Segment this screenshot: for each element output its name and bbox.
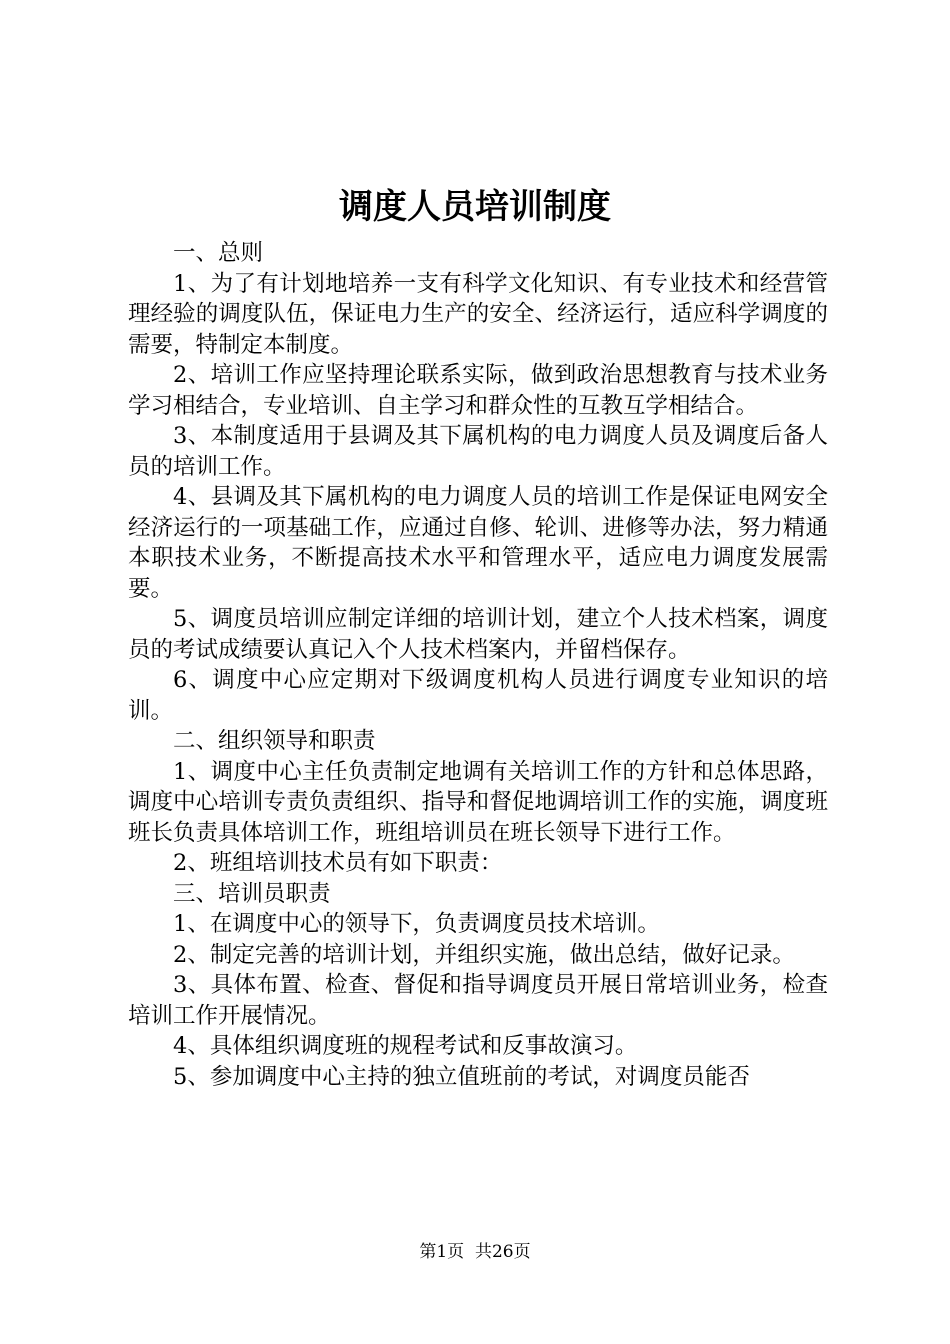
paragraph: 3、本制度适用于县调及其下属机构的电力调度人员及调度后备人员的培训工作。 [128, 423, 828, 480]
section-heading-organization: 二、组织领导和职责 [173, 728, 376, 754]
paragraph: 1、调度中心主任负责制定地调有关培训工作的方针和总体思路，调度中心培训专责负责组织、指导和督促地调培训工作的实施，调度班班长负责具体培训工作，班组培训员在班长领导下进行工作。 [128, 758, 828, 846]
paragraph: 2、班组培训技术员有如下职责： [173, 850, 503, 876]
paragraph: 4、县调及其下属机构的电力调度人员的培训工作是保证电网安全经济运行的一项基础工作，应通过自修、轮训、进修等办法，努力精通本职技术业务，不断提高技术水平和管理水平，适应电力调度发展需要。 [128, 484, 828, 602]
paragraph: 5、调度员培训应制定详细的培训计划，建立个人技术档案，调度员的考试成绩要认真记入个人技术档案内，并留档保存。 [128, 606, 828, 663]
paragraph: 2、制定完善的培训计划，并组织实施，做出总结，做好记录。 [173, 941, 795, 968]
document-title: 调度人员培训制度 [339, 187, 611, 227]
paragraph: 5、参加调度中心主持的独立值班前的考试，对调度员能否 [173, 1063, 750, 1090]
page-number: 第1页 共26页 [419, 1242, 531, 1262]
section-heading-trainer-duties: 三、培训员职责 [173, 880, 331, 907]
paragraph: 6、调度中心应定期对下级调度机构人员进行调度专业知识的培训。 [128, 667, 828, 724]
paragraph: 3、具体布置、检查、督促和指导调度员开展日常培训业务，检查培训工作开展情况。 [128, 972, 828, 1029]
paragraph: 4、具体组织调度班的规程考试和反事故演习。 [173, 1033, 638, 1059]
paragraph: 1、在调度中心的领导下，负责调度员技术培训。 [173, 911, 660, 937]
paragraph: 1、为了有计划地培养一支有科学文化知识、有专业技术和经营管理经验的调度队伍，保证电力生产的安全、经济运行，适应科学调度的需要，特制定本制度。 [128, 270, 828, 358]
page-footer [0, 1240, 950, 1264]
section-heading-general: 一、总则 [173, 240, 264, 266]
document-body [128, 238, 828, 1092]
paragraph: 2、培训工作应坚持理论联系实际，做到政治思想教育与技术业务学习相结合，专业培训、自主学习和群众性的互教互学相结合。 [128, 362, 828, 419]
